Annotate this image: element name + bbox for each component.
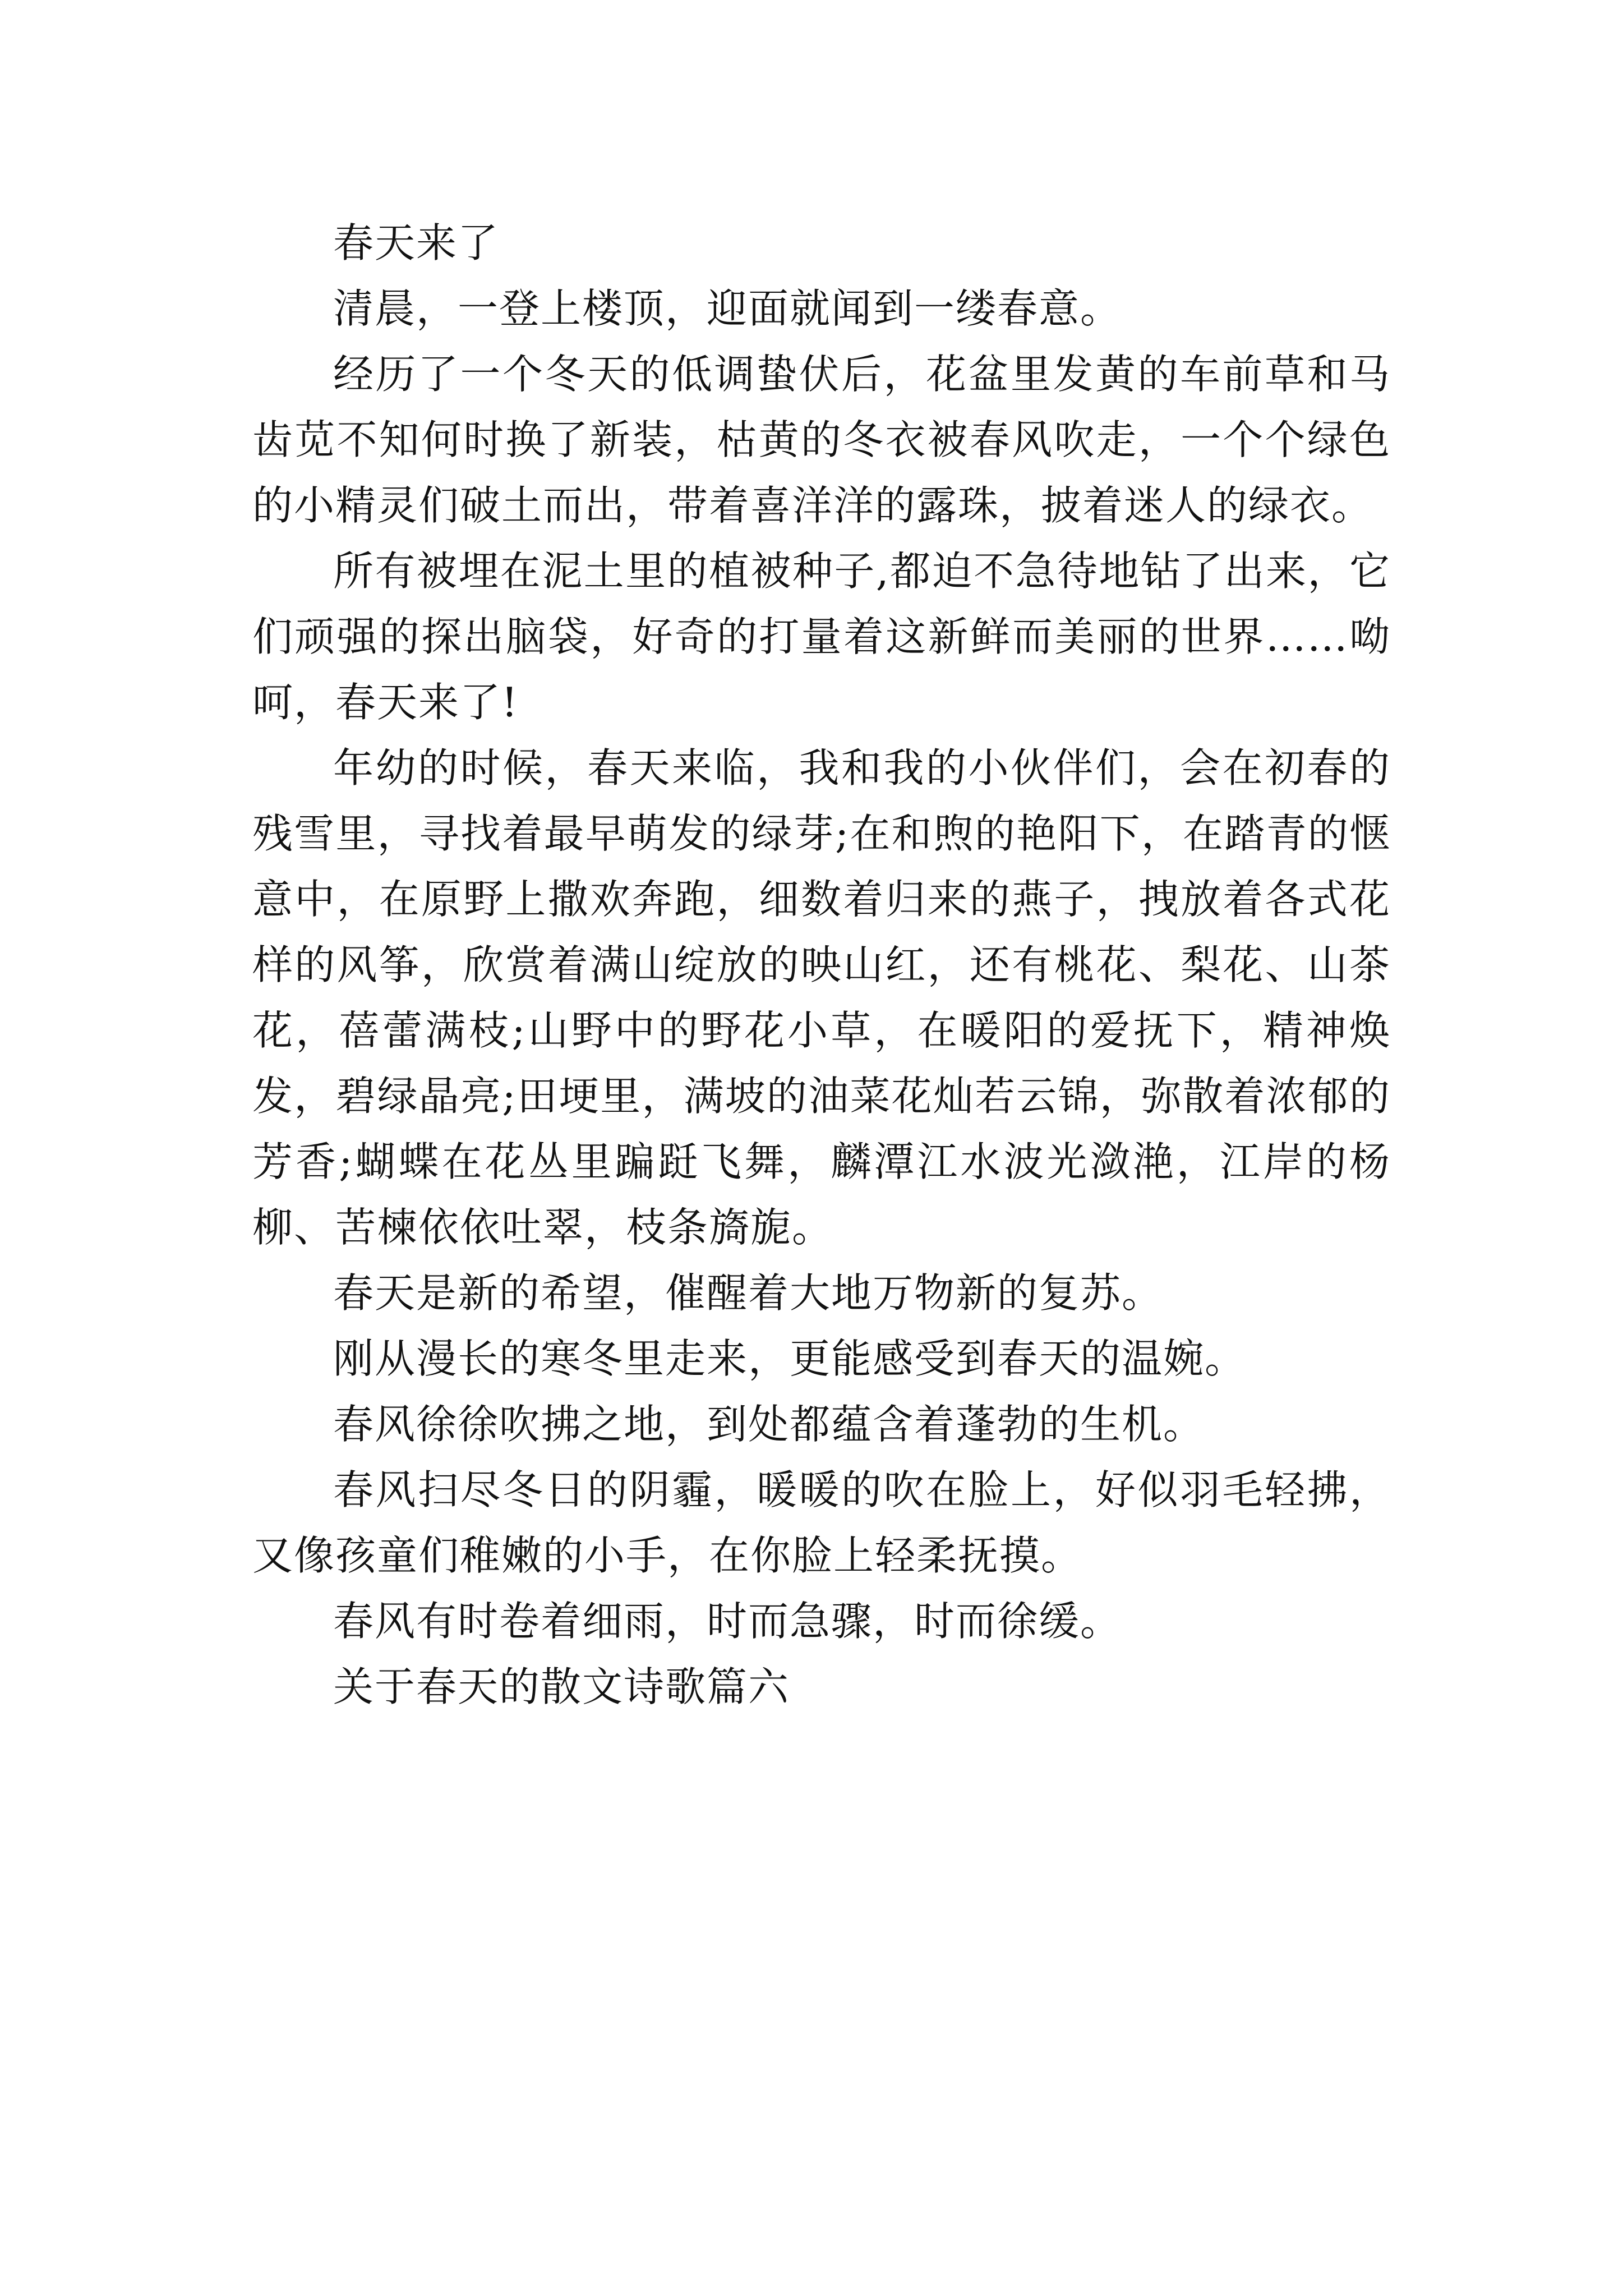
section-heading: 关于春天的散文诗歌篇六 xyxy=(333,1663,790,1710)
paragraph: 清晨，一登上楼顶，迎面就闻到一缕春意。 xyxy=(333,285,1122,332)
paragraph: 年幼的时候，春天来临，我和我的小伙伴们，会在初春的残雪里，寻找着最早萌发的绿芽;在和煦的艳阳下，在踏青的惬意中，在原野上撒欢奔跑，细数着归来的燕子，拽放着各式花样的风筝，欣赏着满山绽放的映山红，还有桃花、梨花、山茶花，蓓蕾满枝;山野中的野花小草，在暖阳的爱抚下，精神焕发，碧绿晶亮;田埂里，满坡的油菜花灿若云锦，弥散着浓郁的芳香;蝴蝶在花丛里蹁跹飞舞，麟潭江水波光潋滟，江岸的杨柳、苦楝依依吐翠，枝条旖旎。 xyxy=(252,744,1391,1251)
document-title: 春天来了 xyxy=(333,219,500,266)
paragraph: 所有被埋在泥土里的植被种子,都迫不急待地钻了出来，它们顽强的探出脑袋，好奇的打量着这新鲜而美丽的世界……呦呵，春天来了! xyxy=(252,547,1391,726)
paragraph: 春天是新的希望，催醒着大地万物新的复苏。 xyxy=(333,1269,1164,1317)
paragraph: 春风有时卷着细雨，时而急骤，时而徐缓。 xyxy=(333,1598,1122,1645)
paragraph: 刚从漫长的寒冬里走来，更能感受到春天的温婉。 xyxy=(333,1335,1247,1382)
document-body xyxy=(252,210,1391,1720)
paragraph: 春风扫尽冬日的阴霾，暖暖的吹在脸上，好似羽毛轻拂，又像孩童们稚嫩的小手，在你脸上轻柔抚摸。 xyxy=(252,1466,1391,1579)
paragraph: 春风徐徐吹拂之地，到处都蕴含着蓬勃的生机。 xyxy=(333,1401,1205,1448)
paragraph: 经历了一个冬天的低调蛰伏后，花盆里发黄的车前草和马齿苋不知何时换了新装，枯黄的冬衣被春风吹走，一个个绿色的小精灵们破土而出，带着喜洋洋的露珠，披着迷人的绿衣。 xyxy=(252,351,1391,529)
